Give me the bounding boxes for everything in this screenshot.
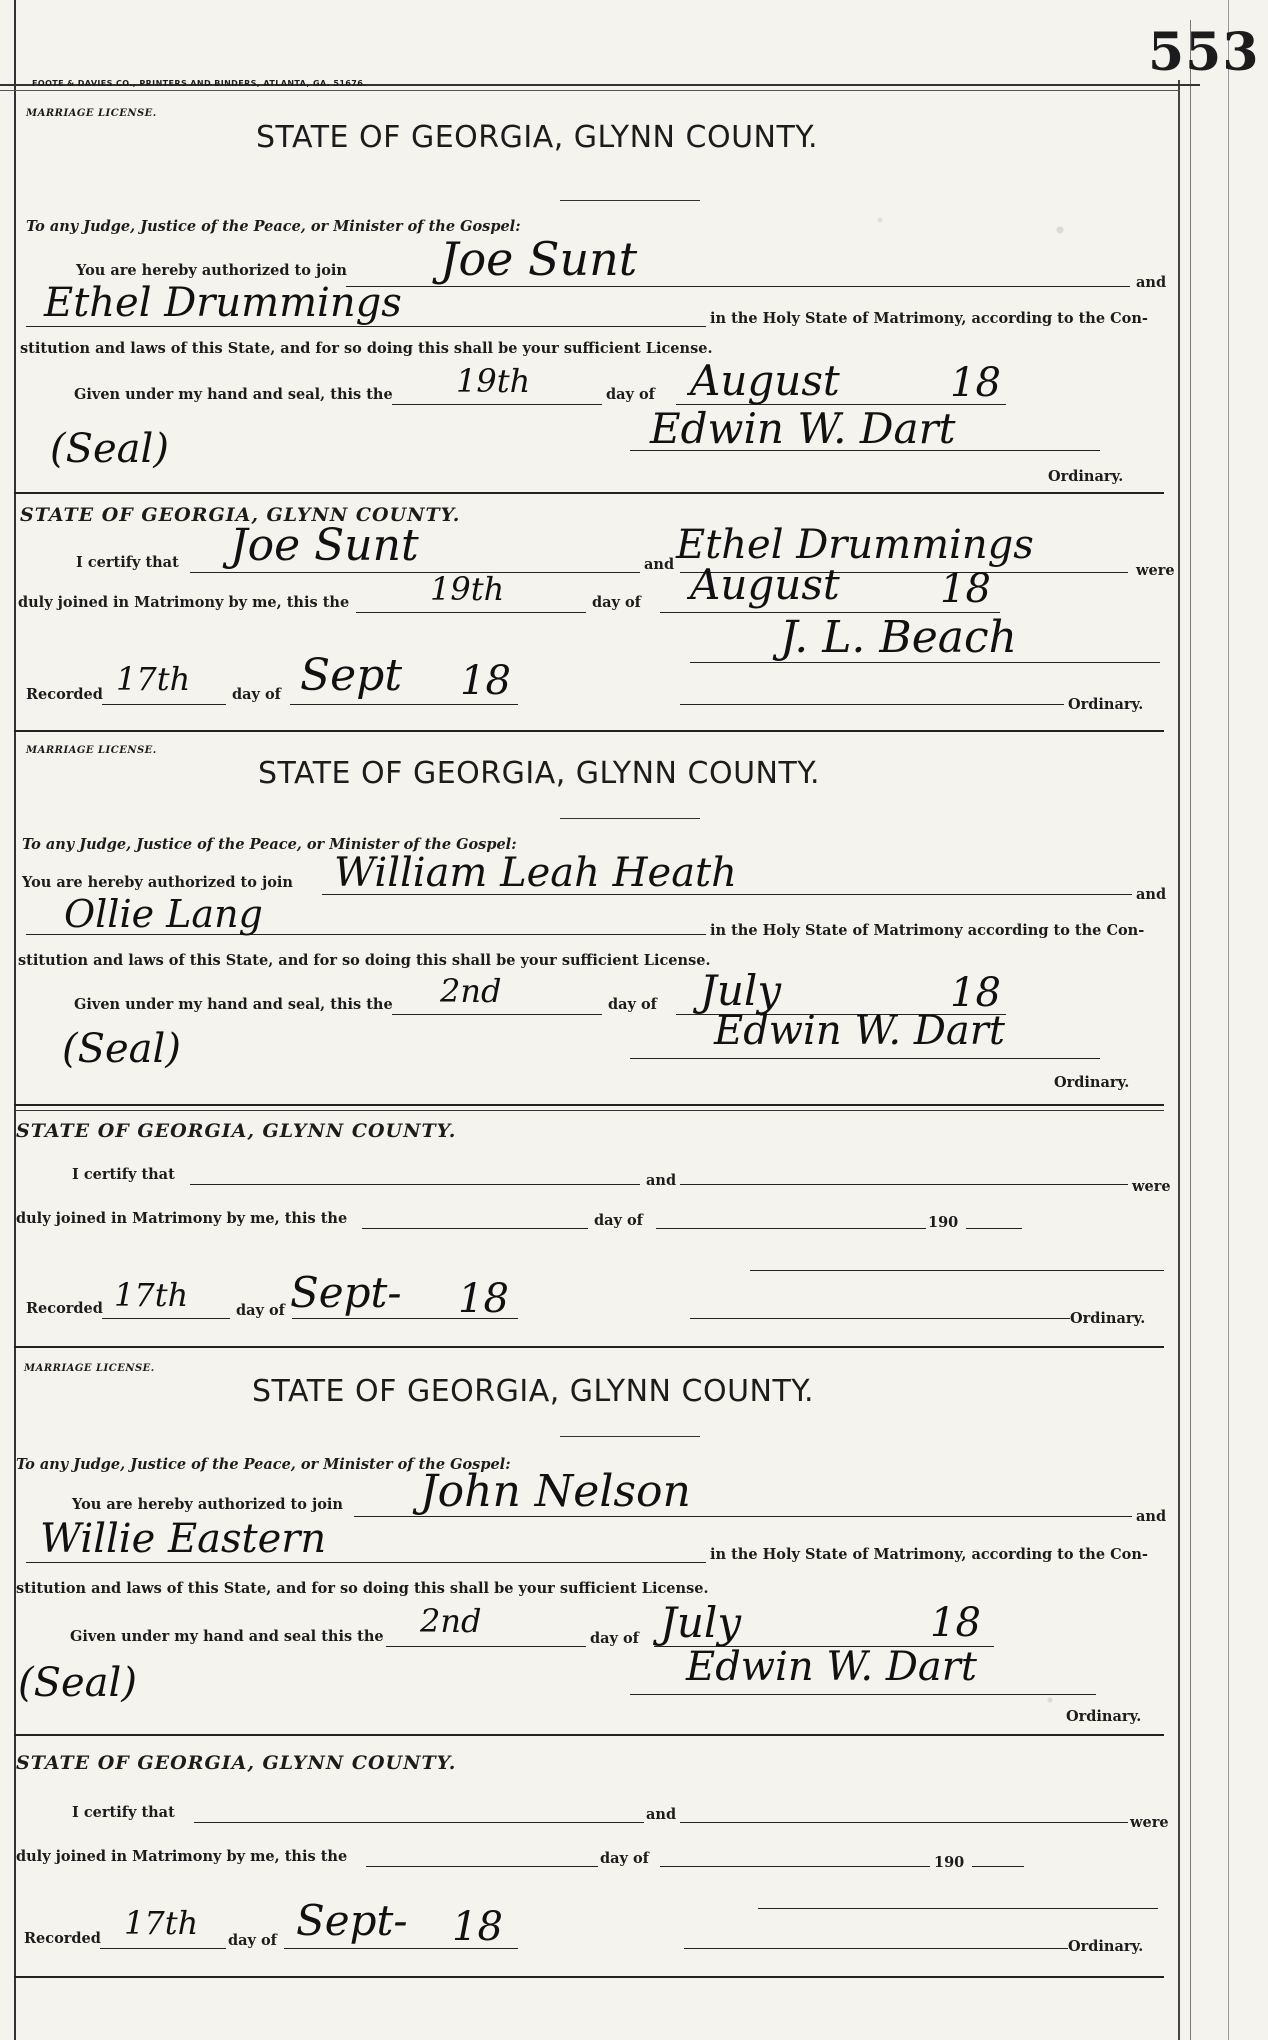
recorded-day-of-label: day of	[236, 1302, 285, 1319]
authorized-label: You are hereby authorized to join	[76, 262, 347, 279]
issue-day: 19th	[456, 362, 531, 400]
married-year: 18	[940, 566, 991, 612]
groom-name: Joe Sunt	[440, 232, 638, 286]
recorded-day: 17th	[114, 1276, 189, 1314]
recorded-ordinary-line	[690, 1318, 1070, 1319]
recorded-label: Recorded	[26, 1300, 103, 1317]
ordinary-signature-line	[630, 1694, 1096, 1695]
recorded-month-line	[290, 704, 518, 705]
record-end-rule	[14, 1346, 1164, 1348]
were-label: were	[1136, 562, 1175, 579]
cert-and-label: and	[644, 556, 675, 573]
married-day-line	[356, 612, 586, 613]
issue-month: August	[690, 356, 840, 405]
recorded-day: 17th	[116, 660, 191, 698]
recorded-day-of-label: day of	[228, 1932, 277, 1949]
recorded-day-line	[100, 1948, 226, 1949]
married-day-line	[366, 1866, 598, 1867]
seal-mark: (Seal)	[50, 426, 169, 472]
married-month: August	[690, 560, 840, 609]
duly-label: duly joined in Matrimony by me, this the	[16, 1210, 348, 1227]
certify-label: I certify that	[72, 1166, 175, 1183]
record-end-rule	[14, 730, 1164, 732]
recorded-month: Sept	[300, 650, 403, 701]
and-label: and	[1136, 274, 1167, 291]
state-title: STATE OF GEORGIA, GLYNN COUNTY.	[258, 756, 821, 791]
issue-year: 18	[930, 1600, 981, 1646]
issue-year: 18	[950, 360, 1001, 406]
certify-label: I certify that	[72, 1804, 175, 1821]
printer-imprint: FOOTE & DAVIES CO., PRINTERS AND BINDERS, ATLANTA, GA. 51676.	[32, 79, 367, 88]
recorded-month: Sept-	[296, 1896, 408, 1945]
recorded-year: 18	[452, 1904, 503, 1950]
were-label: were	[1130, 1814, 1169, 1831]
bride-line	[26, 326, 706, 327]
bride-name: Willie Eastern	[40, 1516, 327, 1562]
bride-line	[26, 1562, 706, 1563]
title-underline	[560, 200, 700, 201]
address-line: To any Judge, Justice of the Peace, or Minister of the Gospel:	[22, 836, 517, 853]
recorded-day-line	[102, 704, 226, 705]
day-of-label: day of	[606, 386, 655, 403]
married-day-of-label: day of	[600, 1850, 649, 1867]
duly-label: duly joined in Matrimony by me, this the	[18, 594, 350, 611]
seal-mark: (Seal)	[18, 1660, 137, 1706]
day-of-label: day of	[590, 1630, 639, 1647]
issue-day-line	[386, 1646, 586, 1647]
duly-label: duly joined in Matrimony by me, this the	[16, 1848, 348, 1865]
ordinary-signature: Edwin W. Dart	[650, 404, 956, 453]
year-190-label: 190	[928, 1214, 959, 1231]
married-day-line	[362, 1228, 588, 1229]
title-underline	[560, 1436, 700, 1437]
record-divider	[14, 492, 1164, 494]
recorded-month: Sept-	[290, 1268, 402, 1317]
holy-state-text: in the Holy State of Matrimony, according to the Con-	[710, 1546, 1148, 1563]
recorded-day-of-label: day of	[232, 686, 281, 703]
cert-groom: Joe Sunt	[230, 520, 419, 571]
day-of-label: day of	[608, 996, 657, 1013]
recorded-ordinary-label: Ordinary.	[1068, 1938, 1144, 1955]
officiant-line	[750, 1270, 1164, 1271]
record-divider	[14, 1104, 1164, 1106]
issue-day-line	[392, 1014, 602, 1015]
constitution-text: stitution and laws of this State, and for so doing this shall be your sufficient License.	[20, 340, 713, 357]
cert-groom-line	[190, 572, 640, 573]
married-month-line	[656, 1228, 926, 1229]
given-label: Given under my hand and seal, this the	[74, 996, 393, 1013]
license-label: MARRIAGE LICENSE.	[26, 745, 157, 756]
license-label: MARRIAGE LICENSE.	[24, 1363, 155, 1374]
right-page-edge	[1228, 0, 1229, 2040]
married-month-line	[660, 1866, 930, 1867]
ordinary-signature-line	[630, 1058, 1100, 1059]
issue-day: 2nd	[440, 972, 502, 1010]
cert-bride: Ethel Drummings	[676, 522, 1034, 568]
married-day: 19th	[430, 570, 505, 608]
recorded-label: Recorded	[24, 1930, 101, 1947]
right-margin-rule	[1178, 80, 1180, 2040]
recorded-ordinary-line	[684, 1948, 1068, 1949]
recorded-label: Recorded	[26, 686, 103, 703]
cert-bride-line	[680, 1184, 1128, 1185]
state-title: STATE OF GEORGIA, GLYNN COUNTY.	[252, 1374, 815, 1409]
issue-day: 2nd	[420, 1602, 482, 1640]
page-number: 553	[1148, 22, 1260, 83]
issue-year: 18	[950, 970, 1001, 1016]
recorded-ordinary-label: Ordinary.	[1070, 1310, 1146, 1327]
given-label: Given under my hand and seal this the	[70, 1628, 384, 1645]
title-underline	[560, 818, 700, 819]
address-line: To any Judge, Justice of the Peace, or Minister of the Gospel:	[16, 1456, 511, 1473]
ordinary-label: Ordinary.	[1054, 1074, 1130, 1091]
issue-month: July	[700, 966, 782, 1015]
constitution-text: stitution and laws of this State, and for so doing this shall be your sufficient License.	[18, 952, 711, 969]
married-year-line	[966, 1228, 1022, 1229]
state-title: STATE OF GEORGIA, GLYNN COUNTY.	[256, 120, 819, 155]
recorded-ordinary-label: Ordinary.	[1068, 696, 1144, 713]
cert-and-label: and	[646, 1172, 677, 1189]
top-rule-thin	[0, 90, 1180, 91]
bride-name: Ethel Drummings	[44, 280, 402, 326]
certificate-title: STATE OF GEORGIA, GLYNN COUNTY.	[20, 504, 461, 526]
holy-state-text: in the Holy State of Matrimony according to the Con-	[710, 922, 1145, 939]
year-190-label: 190	[934, 1854, 965, 1871]
ordinary-label: Ordinary.	[1066, 1708, 1142, 1725]
right-margin-rule-2	[1190, 20, 1191, 2040]
authorized-label: You are hereby authorized to join	[22, 874, 293, 891]
cert-and-label: and	[646, 1806, 677, 1823]
license-label: MARRIAGE LICENSE.	[26, 108, 157, 119]
were-label: were	[1132, 1178, 1171, 1195]
certificate-title: STATE OF GEORGIA, GLYNN COUNTY.	[16, 1752, 457, 1774]
bride-name: Ollie Lang	[64, 892, 263, 936]
authorized-label: You are hereby authorized to join	[72, 1496, 343, 1513]
married-day-of-label: day of	[594, 1212, 643, 1229]
groom-name: William Leah Heath	[334, 850, 737, 896]
issue-day-line	[392, 404, 602, 405]
cert-groom-line	[190, 1184, 640, 1185]
groom-name: John Nelson	[420, 1466, 691, 1517]
ordinary-signature: Edwin W. Dart	[686, 1644, 977, 1690]
recorded-day: 17th	[124, 1904, 199, 1942]
page-bottom-rule	[14, 1976, 1164, 1978]
seal-mark: (Seal)	[62, 1026, 181, 1072]
and-label: and	[1136, 886, 1167, 903]
issue-month: July	[660, 1598, 742, 1647]
married-day-of-label: day of	[592, 594, 641, 611]
officiant-line	[758, 1908, 1158, 1909]
cert-bride-line	[680, 1822, 1128, 1823]
certify-label: I certify that	[76, 554, 179, 571]
and-label: and	[1136, 1508, 1167, 1525]
married-year-line	[972, 1866, 1024, 1867]
ordinary-signature: Edwin W. Dart	[714, 1008, 1005, 1054]
recorded-day-line	[102, 1318, 230, 1319]
recorded-year: 18	[460, 658, 511, 704]
record-divider-thin	[14, 1110, 1164, 1111]
cert-groom-line	[194, 1822, 644, 1823]
constitution-text: stitution and laws of this State, and for so doing this shall be your sufficient License.	[16, 1580, 709, 1597]
ordinary-label: Ordinary.	[1048, 468, 1124, 485]
groom-line	[346, 286, 1130, 287]
holy-state-text: in the Holy State of Matrimony, according to the Con-	[710, 310, 1148, 327]
certificate-title: STATE OF GEORGIA, GLYNN COUNTY.	[16, 1120, 457, 1142]
address-line: To any Judge, Justice of the Peace, or Minister of the Gospel:	[26, 218, 521, 235]
recorded-year: 18	[458, 1276, 509, 1322]
record-divider	[14, 1734, 1164, 1736]
recorded-ordinary-line	[680, 704, 1064, 705]
given-label: Given under my hand and seal, this the	[74, 386, 393, 403]
officiant-signature: J. L. Beach	[780, 612, 1017, 663]
